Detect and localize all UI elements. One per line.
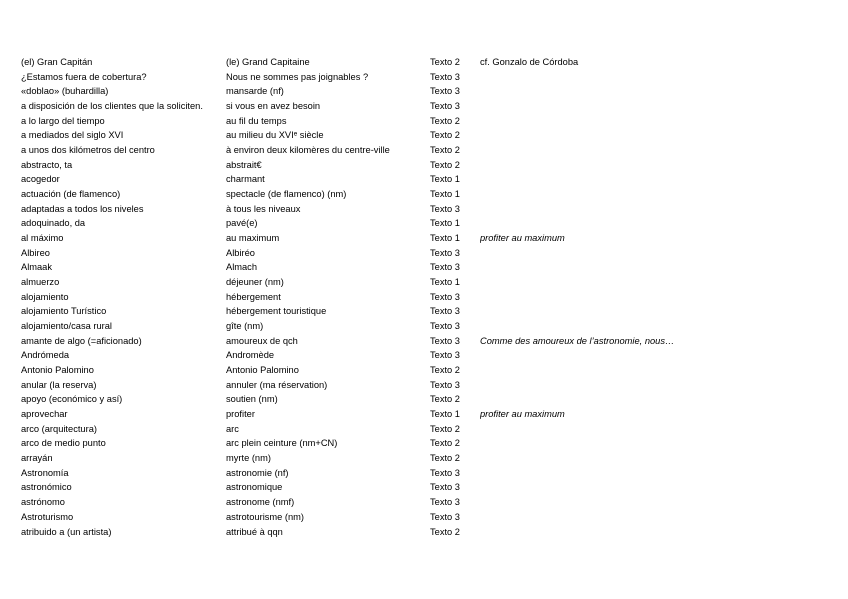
texto-reference: Texto 1 <box>430 233 460 244</box>
spanish-term: acogedor <box>21 174 60 185</box>
texto-reference: Texto 3 <box>430 86 460 97</box>
french-term: si vous en avez besoin <box>226 101 321 112</box>
table-row <box>21 114 821 129</box>
texto-reference: Texto 2 <box>430 159 460 170</box>
note: profiter au maximum <box>480 409 565 420</box>
table-row <box>21 378 821 393</box>
vocabulary-sheet <box>21 55 821 539</box>
texto-reference: Texto 1 <box>430 189 460 200</box>
spanish-term: «doblao» (buhardilla) <box>21 86 109 97</box>
french-term: annuler (ma réservation) <box>226 379 328 390</box>
spanish-term: actuación (de flamenco) <box>21 189 121 200</box>
table-row <box>21 275 821 290</box>
french-term: pavé(e) <box>226 218 258 229</box>
spanish-term: Astronomía <box>21 467 69 478</box>
texto-reference: Texto 3 <box>430 306 460 317</box>
table-row <box>21 143 821 158</box>
table-row <box>21 348 821 363</box>
table-row <box>21 319 821 334</box>
french-term: soutien (nm) <box>226 394 278 405</box>
spanish-term: apoyo (económico y así) <box>21 394 123 405</box>
note: Comme des amoureux de l’astronomie, nous… <box>480 335 675 346</box>
table-row <box>21 128 821 143</box>
spanish-term: Andrómeda <box>21 350 70 361</box>
spanish-term: arco de medio punto <box>21 438 106 449</box>
texto-reference: Texto 2 <box>430 438 460 449</box>
french-term: profiter <box>226 409 255 420</box>
texto-reference: Texto 3 <box>430 71 460 82</box>
table-row <box>21 231 821 246</box>
spanish-term: aprovechar <box>21 409 68 420</box>
table-row <box>21 84 821 99</box>
spanish-term: alojamiento Turístico <box>21 306 107 317</box>
texto-reference: Texto 3 <box>430 262 460 273</box>
french-term: arc <box>226 423 239 434</box>
spanish-term: atribuido a (un artista) <box>21 526 112 537</box>
spanish-term: alojamiento/casa rural <box>21 321 112 332</box>
spanish-term: Almaak <box>21 262 53 273</box>
table-row <box>21 260 821 275</box>
spanish-term: (el) Gran Capitán <box>21 57 93 67</box>
texto-reference: Texto 3 <box>430 482 460 493</box>
spanish-term: adaptadas a todos los niveles <box>21 203 144 214</box>
french-term: à environ deux kilomères du centre-ville <box>226 145 390 156</box>
texto-reference: Texto 3 <box>430 247 460 258</box>
french-term: Nous ne sommes pas joignables ? <box>226 71 369 82</box>
texto-reference: Texto 1 <box>430 277 460 288</box>
spanish-term: anular (la reserva) <box>21 379 97 390</box>
spanish-term: al máximo <box>21 233 64 244</box>
spanish-term: abstracto, ta <box>21 159 73 170</box>
french-term: Andromède <box>226 350 275 361</box>
french-term: à tous les niveaux <box>226 203 301 214</box>
table-row <box>21 216 821 231</box>
french-term: charmant <box>226 174 265 185</box>
spanish-term: astrónomo <box>21 497 65 508</box>
french-term: (le) Grand Capitaine <box>226 57 310 67</box>
french-term: astronome (nmf) <box>226 497 295 508</box>
texto-reference: Texto 3 <box>430 467 460 478</box>
spanish-term: Astroturismo <box>21 511 74 522</box>
spanish-term: a unos dos kilómetros del centro <box>21 145 155 156</box>
french-term: spectacle (de flamenco) (nm) <box>226 189 347 200</box>
table-row <box>21 407 821 422</box>
french-term: Albiréo <box>226 247 255 258</box>
table-row <box>21 392 821 407</box>
texto-reference: Texto 2 <box>430 423 460 434</box>
spanish-term: arco (arquitectura) <box>21 423 97 434</box>
table-row <box>21 246 821 261</box>
spanish-term: amante de algo (=aficionado) <box>21 335 142 346</box>
spanish-term: astronómico <box>21 482 72 493</box>
french-term: au maximum <box>226 233 280 244</box>
spanish-term: a disposición de los clientes que la soliciten. <box>21 101 203 112</box>
note: profiter au maximum <box>480 233 565 244</box>
french-term: astronomique <box>226 482 283 493</box>
texto-reference: Texto 3 <box>430 291 460 302</box>
texto-reference: Texto 2 <box>430 394 460 405</box>
texto-reference: Texto 3 <box>430 379 460 390</box>
table-row <box>21 99 821 114</box>
french-term: déjeuner (nm) <box>226 277 284 288</box>
french-term: Almach <box>226 262 258 273</box>
table-row <box>21 510 821 525</box>
french-term: attribué à qqn <box>226 526 283 537</box>
texto-reference: Texto 2 <box>430 365 460 376</box>
french-term: mansarde (nf) <box>226 86 284 97</box>
spanish-term: Albireo <box>21 247 50 258</box>
table-row <box>21 525 821 540</box>
table-row <box>21 70 821 85</box>
french-term: au milieu du XVIᵉ siècle <box>226 130 324 141</box>
french-term: Antonio Palomino <box>226 365 299 376</box>
table-row <box>21 436 821 451</box>
table-row <box>21 480 821 495</box>
spanish-term: adoquinado, da <box>21 218 86 229</box>
texto-reference: Texto 3 <box>430 203 460 214</box>
french-term: gîte (nm) <box>226 321 264 332</box>
texto-reference: Texto 3 <box>430 511 460 522</box>
table-row <box>21 495 821 510</box>
table-row <box>21 202 821 217</box>
table-row <box>21 422 821 437</box>
note: cf. Gonzalo de Córdoba <box>480 57 579 67</box>
texto-reference: Texto 2 <box>430 130 460 141</box>
texto-reference: Texto 3 <box>430 350 460 361</box>
texto-reference: Texto 1 <box>430 174 460 185</box>
texto-reference: Texto 2 <box>430 453 460 464</box>
french-term: hébergement touristique <box>226 306 327 317</box>
french-term: abstrait€ <box>226 159 262 170</box>
table-row <box>21 55 821 70</box>
texto-reference: Texto 2 <box>430 115 460 126</box>
spanish-term: ¿Estamos fuera de cobertura? <box>21 71 147 82</box>
spanish-term: Antonio Palomino <box>21 365 94 376</box>
table-row <box>21 451 821 466</box>
spanish-term: a mediados del siglo XVI <box>21 130 124 141</box>
table-row <box>21 187 821 202</box>
french-term: amoureux de qch <box>226 335 298 346</box>
texto-reference: Texto 2 <box>430 526 460 537</box>
table-row <box>21 290 821 305</box>
spanish-term: a lo largo del tiempo <box>21 115 105 126</box>
table-row <box>21 466 821 481</box>
texto-reference: Texto 3 <box>430 101 460 112</box>
texto-reference: Texto 3 <box>430 321 460 332</box>
texto-reference: Texto 2 <box>430 145 460 156</box>
table-row <box>21 334 821 349</box>
spanish-term: alojamiento <box>21 291 69 302</box>
table-row <box>21 363 821 378</box>
texto-reference: Texto 1 <box>430 409 460 420</box>
table-row <box>21 304 821 319</box>
table-row <box>21 158 821 173</box>
french-term: hébergement <box>226 291 281 302</box>
texto-reference: Texto 2 <box>430 57 460 67</box>
spanish-term: almuerzo <box>21 277 60 288</box>
french-term: astrotourisme (nm) <box>226 511 305 522</box>
texto-reference: Texto 3 <box>430 497 460 508</box>
french-term: arc plein ceinture (nm+CN) <box>226 438 338 449</box>
table-row <box>21 172 821 187</box>
french-term: au fil du temps <box>226 115 287 126</box>
texto-reference: Texto 1 <box>430 218 460 229</box>
french-term: astronomie (nf) <box>226 467 289 478</box>
french-term: myrte (nm) <box>226 453 271 464</box>
spanish-term: arrayán <box>21 453 53 464</box>
texto-reference: Texto 3 <box>430 335 460 346</box>
